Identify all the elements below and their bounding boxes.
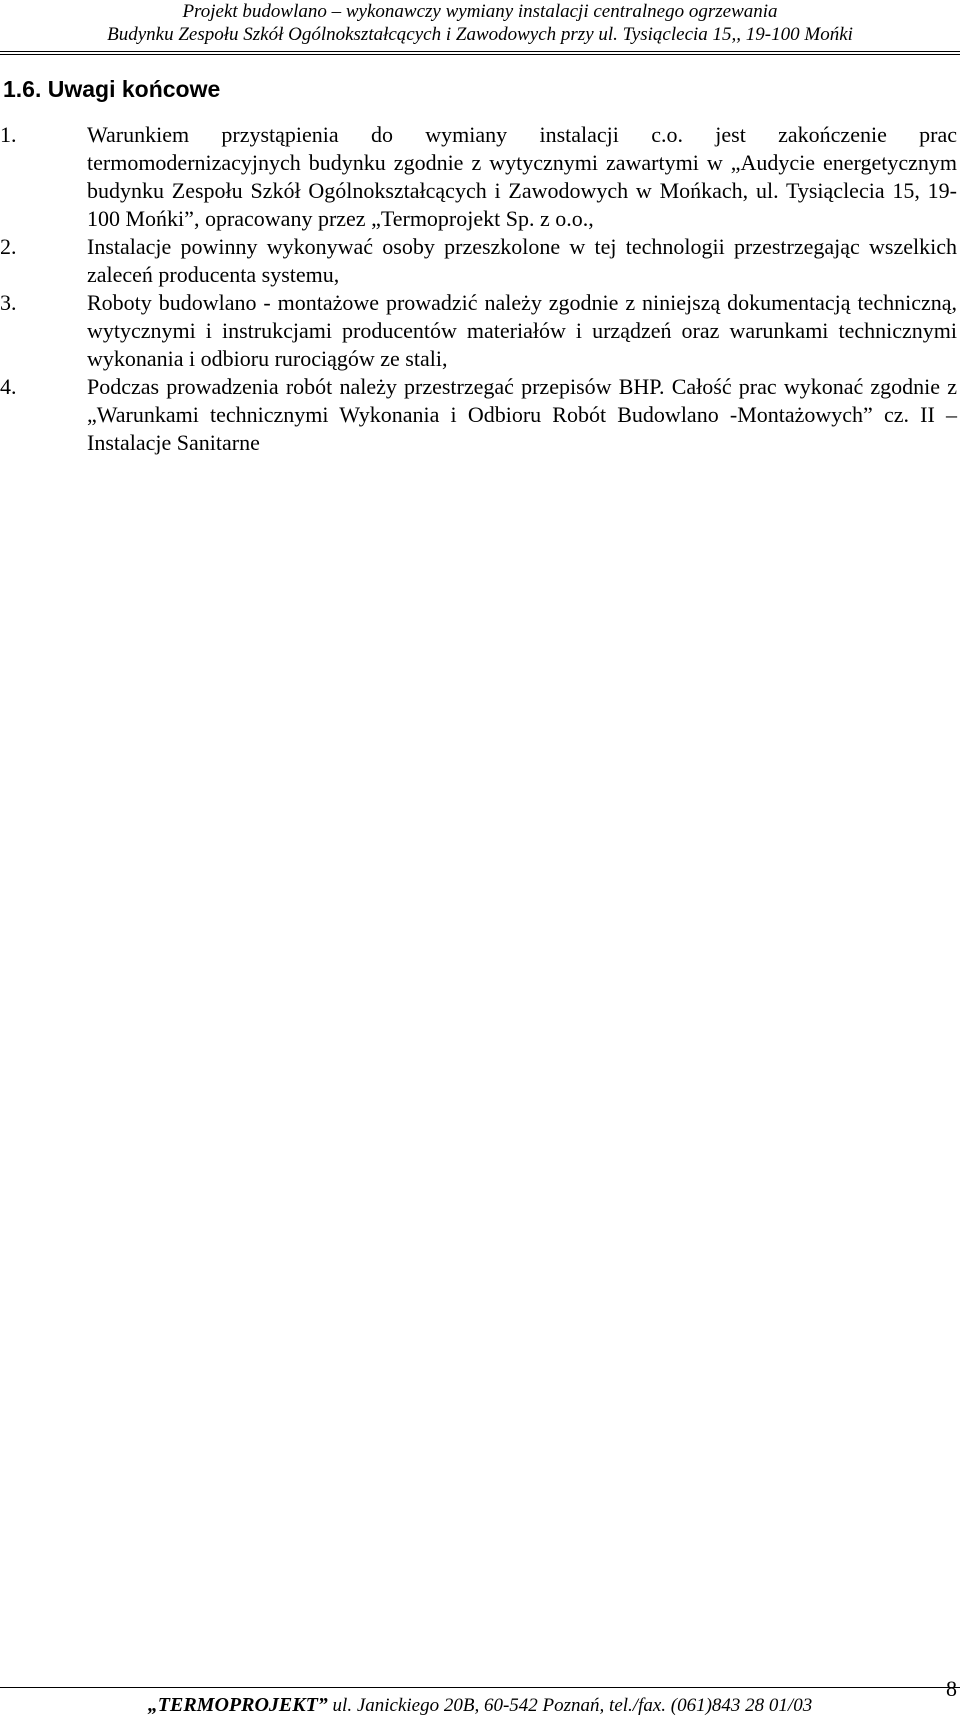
list-item-text: Podczas prowadzenia robót należy przestrzegać przepisów BHP. Całość prac wykonać zgodnie z „Warunkami technicznymi Wykonania i Odbioru Robót Budowlano -Montażowych” cz. II – Instalacje Sanitarne [87,374,957,455]
list-item [0,289,960,373]
page-footer [0,1693,960,1718]
list-item-text: Roboty budowlano - montażowe prowadzić należy zgodnie z niniejszą dokumentacją techniczną, wytycznymi i instrukcjami producentów materiałów i urządzeń oraz warunkami technicznymi wykonania i odbioru rurociągów ze stali, [87,290,957,371]
header-divider [0,51,960,52]
footer-divider [0,1687,960,1688]
footer-company-name: „TERMOPROJEKT” [147,1694,328,1716]
remarks-list [0,121,960,457]
header-project-title: Projekt budowlano – wykonawczy wymiany instalacji centralnego ogrzewania [182,1,778,22]
footer-company-address: ul. Janickiego 20B, 60-542 Poznań, tel./fax. (061)843 28 01/03 [327,1695,813,1716]
list-item [0,373,960,457]
list-item-number: 2. [0,234,17,259]
page-header [0,0,960,46]
list-item-text: Instalacje powinny wykonywać osoby przeszkolone w tej technologii przestrzegając wszelkich zaleceń producenta systemu, [87,234,957,287]
list-item-number: 1. [0,122,17,147]
header-divider-secondary [0,54,960,55]
list-item [0,233,960,289]
page-number: 8 [946,1676,957,1701]
list-item [0,121,960,233]
list-item-number: 4. [0,374,17,399]
header-building-address: Budynku Zespołu Szkół Ogólnokształcących i Zawodowych przy ul. Tysiąclecia 15,, 19-100 Mońki [107,24,853,45]
section-heading: 1.6. Uwagi końcowe [3,76,221,102]
list-item-text: Warunkiem przystąpienia do wymiany instalacji c.o. jest zakończenie prac termomodernizacyjnych budynku zgodnie z wytycznymi zawartymi w „Audycie energetycznym budynku Zespołu Szkół Ogólnokształcących i Zawodowych w Mońkach, ul. Tysiąclecia 15, 19-100 Mońki”, opracowany przez „Termoprojekt Sp. z o.o., [87,122,957,231]
list-item-number: 3. [0,290,17,315]
